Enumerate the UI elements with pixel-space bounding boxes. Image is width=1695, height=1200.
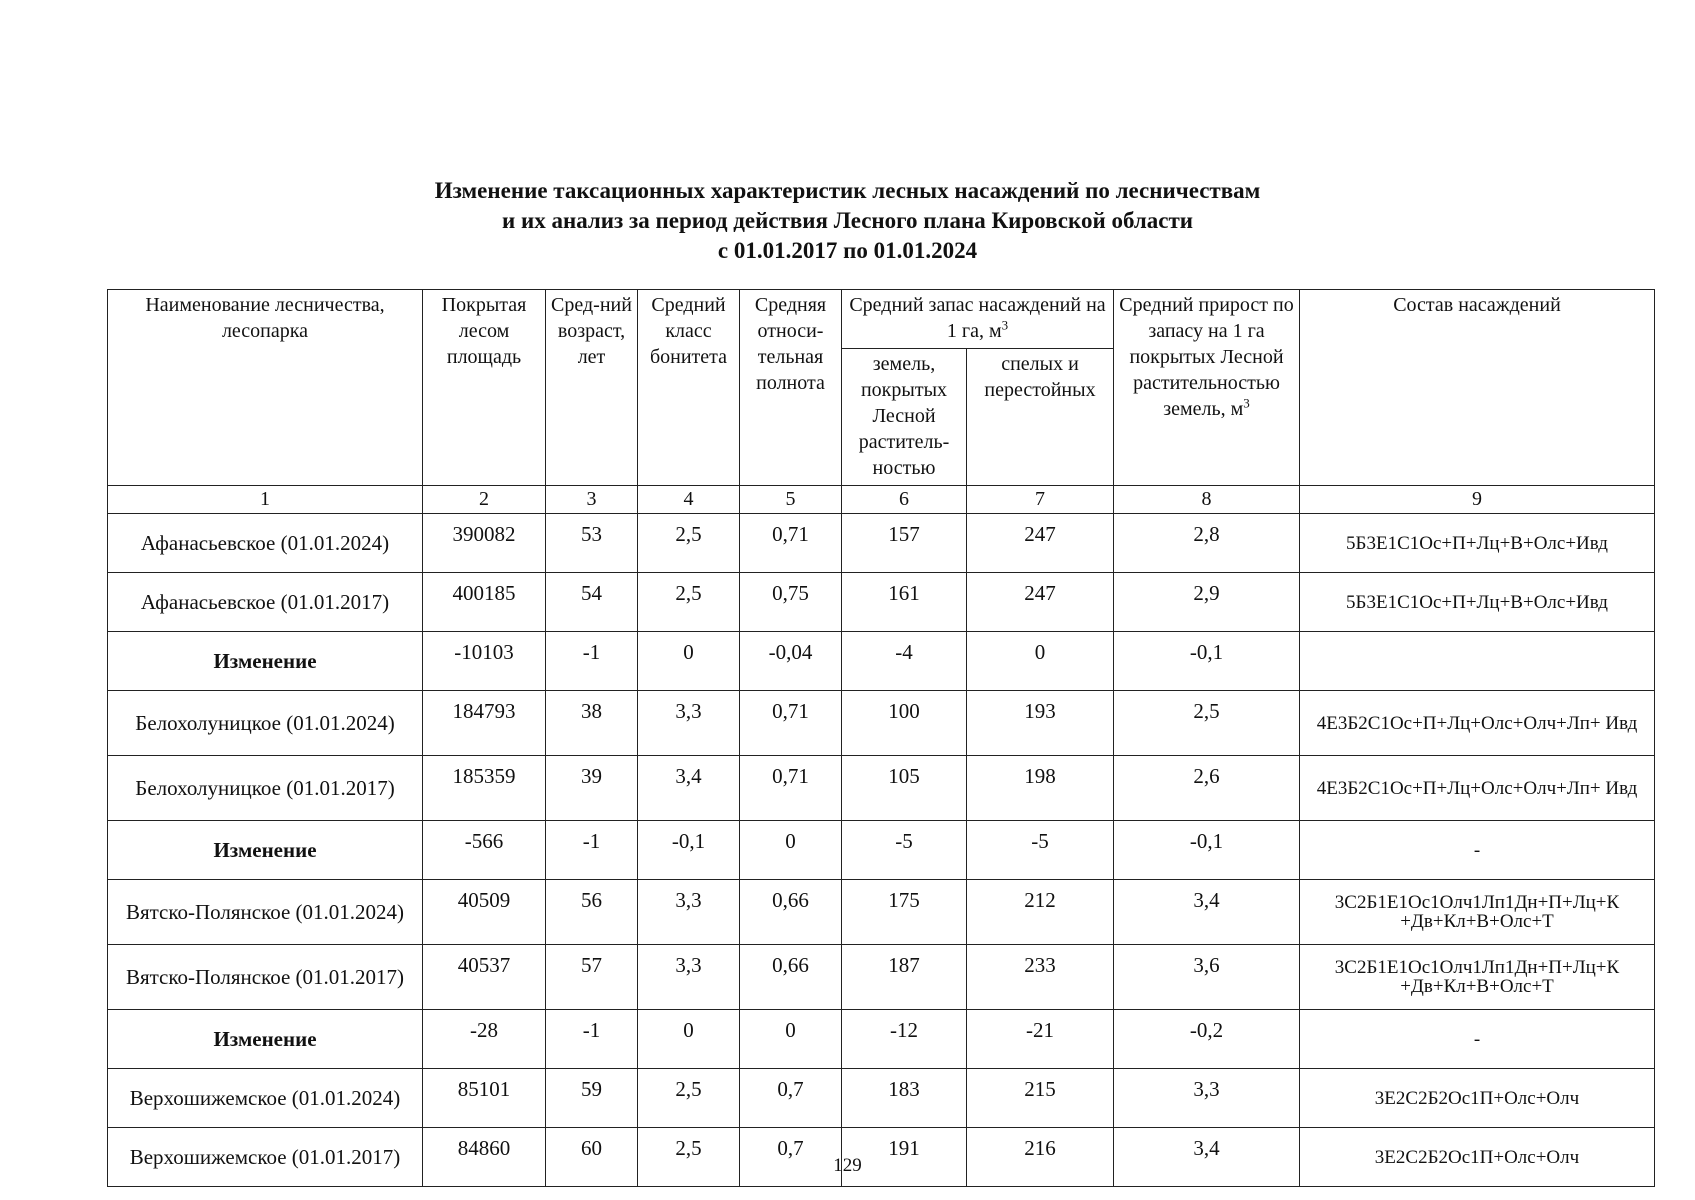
table-row [108, 632, 1655, 691]
row-name: Верхошижемское (01.01.2017) [108, 1128, 423, 1187]
cell-bonitet: 0 [638, 632, 740, 691]
table-row [108, 573, 1655, 632]
cell-fullness: 0 [740, 821, 842, 880]
cell-stock-mature: 212 [967, 880, 1114, 945]
column-number: 1 [108, 486, 423, 514]
cell-growth: 3,4 [1114, 1128, 1300, 1187]
row-name: Афанасьевское (01.01.2024) [108, 514, 423, 573]
header-stock-group-text: Средний запас насаждений на 1 га, м [849, 294, 1106, 342]
table-row [108, 880, 1655, 945]
row-name: Вятско-Полянское (01.01.2017) [108, 945, 423, 1010]
cell-area: 185359 [423, 756, 546, 821]
column-number: 7 [967, 486, 1114, 514]
cell-composition [1300, 632, 1655, 691]
header-stock-group [842, 290, 1114, 349]
cell-age: 56 [546, 880, 638, 945]
cell-area: -28 [423, 1010, 546, 1069]
cell-fullness: 0 [740, 1010, 842, 1069]
cell-age: -1 [546, 821, 638, 880]
cell-age: 60 [546, 1128, 638, 1187]
row-name: Изменение [108, 632, 423, 691]
column-number: 4 [638, 486, 740, 514]
cell-stock-covered: 183 [842, 1069, 967, 1128]
cell-age: 57 [546, 945, 638, 1010]
row-name: Афанасьевское (01.01.2017) [108, 573, 423, 632]
title-line-3: с 01.01.2017 по 01.01.2024 [717, 238, 978, 263]
cell-bonitet: 3,4 [638, 756, 740, 821]
header-bonitet: Средний класс бонитета [638, 290, 740, 486]
cell-fullness: 0,71 [740, 514, 842, 573]
cell-fullness: 0,7 [740, 1128, 842, 1187]
cell-bonitet: 2,5 [638, 573, 740, 632]
cell-composition: 4Е3Б2С1Ос+П+Лц+Олс+Олч+Лп+ Ивд [1300, 756, 1655, 821]
table-row [108, 945, 1655, 1010]
page-number: 129 [833, 1155, 862, 1176]
cell-stock-mature: 247 [967, 573, 1114, 632]
header-stock-covered: земель, покрытых Лесной раститель-ностью [842, 349, 967, 486]
cell-fullness: 0,7 [740, 1069, 842, 1128]
cell-growth: -0,2 [1114, 1010, 1300, 1069]
cell-growth: 2,6 [1114, 756, 1300, 821]
row-name: Белохолуницкое (01.01.2017) [108, 756, 423, 821]
cell-fullness: 0,66 [740, 880, 842, 945]
column-numbers-row [108, 486, 1655, 514]
cell-area: 184793 [423, 691, 546, 756]
table-row [108, 756, 1655, 821]
cell-growth: 3,3 [1114, 1069, 1300, 1128]
cell-composition: 3С2Б1Е1Ос1Олч1Лп1Дн+П+Лц+К +Дв+Кл+В+Олс+Т [1300, 945, 1655, 1010]
cell-area: 400185 [423, 573, 546, 632]
cell-stock-mature: 215 [967, 1069, 1114, 1128]
row-name: Вятско-Полянское (01.01.2024) [108, 880, 423, 945]
cell-growth: 2,9 [1114, 573, 1300, 632]
cell-stock-mature: 0 [967, 632, 1114, 691]
cell-area: 40509 [423, 880, 546, 945]
row-name: Белохолуницкое (01.01.2024) [108, 691, 423, 756]
cell-area: 40537 [423, 945, 546, 1010]
title-line-1: Изменение таксационных характеристик лесных насаждений по лесничествам [434, 178, 1261, 203]
title-line-2: и их анализ за период действия Лесного плана Кировской области [501, 208, 1194, 233]
cell-bonitet: 2,5 [638, 1069, 740, 1128]
cell-fullness: 0,66 [740, 945, 842, 1010]
cell-bonitet: 0 [638, 1010, 740, 1069]
cell-stock-covered: -12 [842, 1010, 967, 1069]
cell-age: -1 [546, 632, 638, 691]
cell-area: -10103 [423, 632, 546, 691]
cell-stock-mature: -5 [967, 821, 1114, 880]
column-number: 5 [740, 486, 842, 514]
cell-stock-mature: -21 [967, 1010, 1114, 1069]
cell-stock-covered: 105 [842, 756, 967, 821]
cell-composition: 3Е2С2Б2Ос1П+Олс+Олч [1300, 1128, 1655, 1187]
header-growth [1114, 290, 1300, 486]
header-area: Покрытая лесом площадь [423, 290, 546, 486]
cell-bonitet: 2,5 [638, 514, 740, 573]
cell-stock-covered: -4 [842, 632, 967, 691]
cell-growth: 3,4 [1114, 880, 1300, 945]
cell-area: 84860 [423, 1128, 546, 1187]
cell-composition: 5Б3Е1С1Ос+П+Лц+В+Олс+Ивд [1300, 514, 1655, 573]
cell-composition: 3С2Б1Е1Ос1Олч1Лп1Дн+П+Лц+К +Дв+Кл+В+Олс+Т [1300, 880, 1655, 945]
cell-composition: 3Е2С2Б2Ос1П+Олс+Олч [1300, 1069, 1655, 1128]
header-fullness: Средняя относи-тельная полнота [740, 290, 842, 486]
cell-stock-covered: 191 [842, 1128, 967, 1187]
cell-stock-mature: 233 [967, 945, 1114, 1010]
cell-area: -566 [423, 821, 546, 880]
cell-age: -1 [546, 1010, 638, 1069]
document-title [0, 176, 1695, 266]
row-name: Верхошижемское (01.01.2024) [108, 1069, 423, 1128]
header-composition: Состав насаждений [1300, 290, 1655, 486]
cell-growth: 2,8 [1114, 514, 1300, 573]
cell-stock-mature: 198 [967, 756, 1114, 821]
cell-growth: 2,5 [1114, 691, 1300, 756]
header-stock-group-sup: 3 [1001, 317, 1009, 333]
header-stock-mature: спелых и перестойных [967, 349, 1114, 486]
cell-bonitet: -0,1 [638, 821, 740, 880]
column-number: 2 [423, 486, 546, 514]
cell-fullness: 0,75 [740, 573, 842, 632]
cell-fullness: 0,71 [740, 691, 842, 756]
cell-stock-covered: 157 [842, 514, 967, 573]
column-number: 3 [546, 486, 638, 514]
cell-bonitet: 2,5 [638, 1128, 740, 1187]
cell-age: 59 [546, 1069, 638, 1128]
table-row [108, 514, 1655, 573]
table-row [108, 821, 1655, 880]
cell-bonitet: 3,3 [638, 691, 740, 756]
cell-stock-mature: 247 [967, 514, 1114, 573]
column-number: 6 [842, 486, 967, 514]
cell-stock-covered: 175 [842, 880, 967, 945]
cell-age: 54 [546, 573, 638, 632]
cell-stock-covered: 187 [842, 945, 967, 1010]
column-number: 8 [1114, 486, 1300, 514]
cell-stock-mature: 216 [967, 1128, 1114, 1187]
cell-growth: -0,1 [1114, 821, 1300, 880]
row-name: Изменение [108, 821, 423, 880]
cell-bonitet: 3,3 [638, 880, 740, 945]
cell-age: 53 [546, 514, 638, 573]
cell-stock-covered: 161 [842, 573, 967, 632]
header-age: Сред-ний возраст, лет [546, 290, 638, 486]
table-row [108, 691, 1655, 756]
cell-area: 85101 [423, 1069, 546, 1128]
table-row [108, 1069, 1655, 1128]
cell-fullness: 0,71 [740, 756, 842, 821]
cell-age: 39 [546, 756, 638, 821]
cell-bonitet: 3,3 [638, 945, 740, 1010]
cell-area: 390082 [423, 514, 546, 573]
header-name: Наименование лесничества, лесопарка [108, 290, 423, 486]
cell-composition: 5Б3Е1С1Ос+П+Лц+В+Олс+Ивд [1300, 573, 1655, 632]
column-number: 9 [1300, 486, 1655, 514]
cell-stock-covered: -5 [842, 821, 967, 880]
cell-stock-covered: 100 [842, 691, 967, 756]
header-growth-sup: 3 [1243, 395, 1250, 411]
cell-stock-mature: 193 [967, 691, 1114, 756]
cell-composition: - [1300, 1010, 1655, 1069]
row-name: Изменение [108, 1010, 423, 1069]
cell-composition: 4Е3Б2С1Ос+П+Лц+Олс+Олч+Лп+ Ивд [1300, 691, 1655, 756]
table-row [108, 1010, 1655, 1069]
cell-growth: -0,1 [1114, 632, 1300, 691]
forest-characteristics-table [107, 289, 1655, 1187]
cell-growth: 3,6 [1114, 945, 1300, 1010]
header-growth-text: Средний прирост по запасу на 1 га покрытых Лесной растительностью земель, м [1119, 294, 1294, 420]
cell-age: 38 [546, 691, 638, 756]
cell-composition: - [1300, 821, 1655, 880]
cell-fullness: -0,04 [740, 632, 842, 691]
